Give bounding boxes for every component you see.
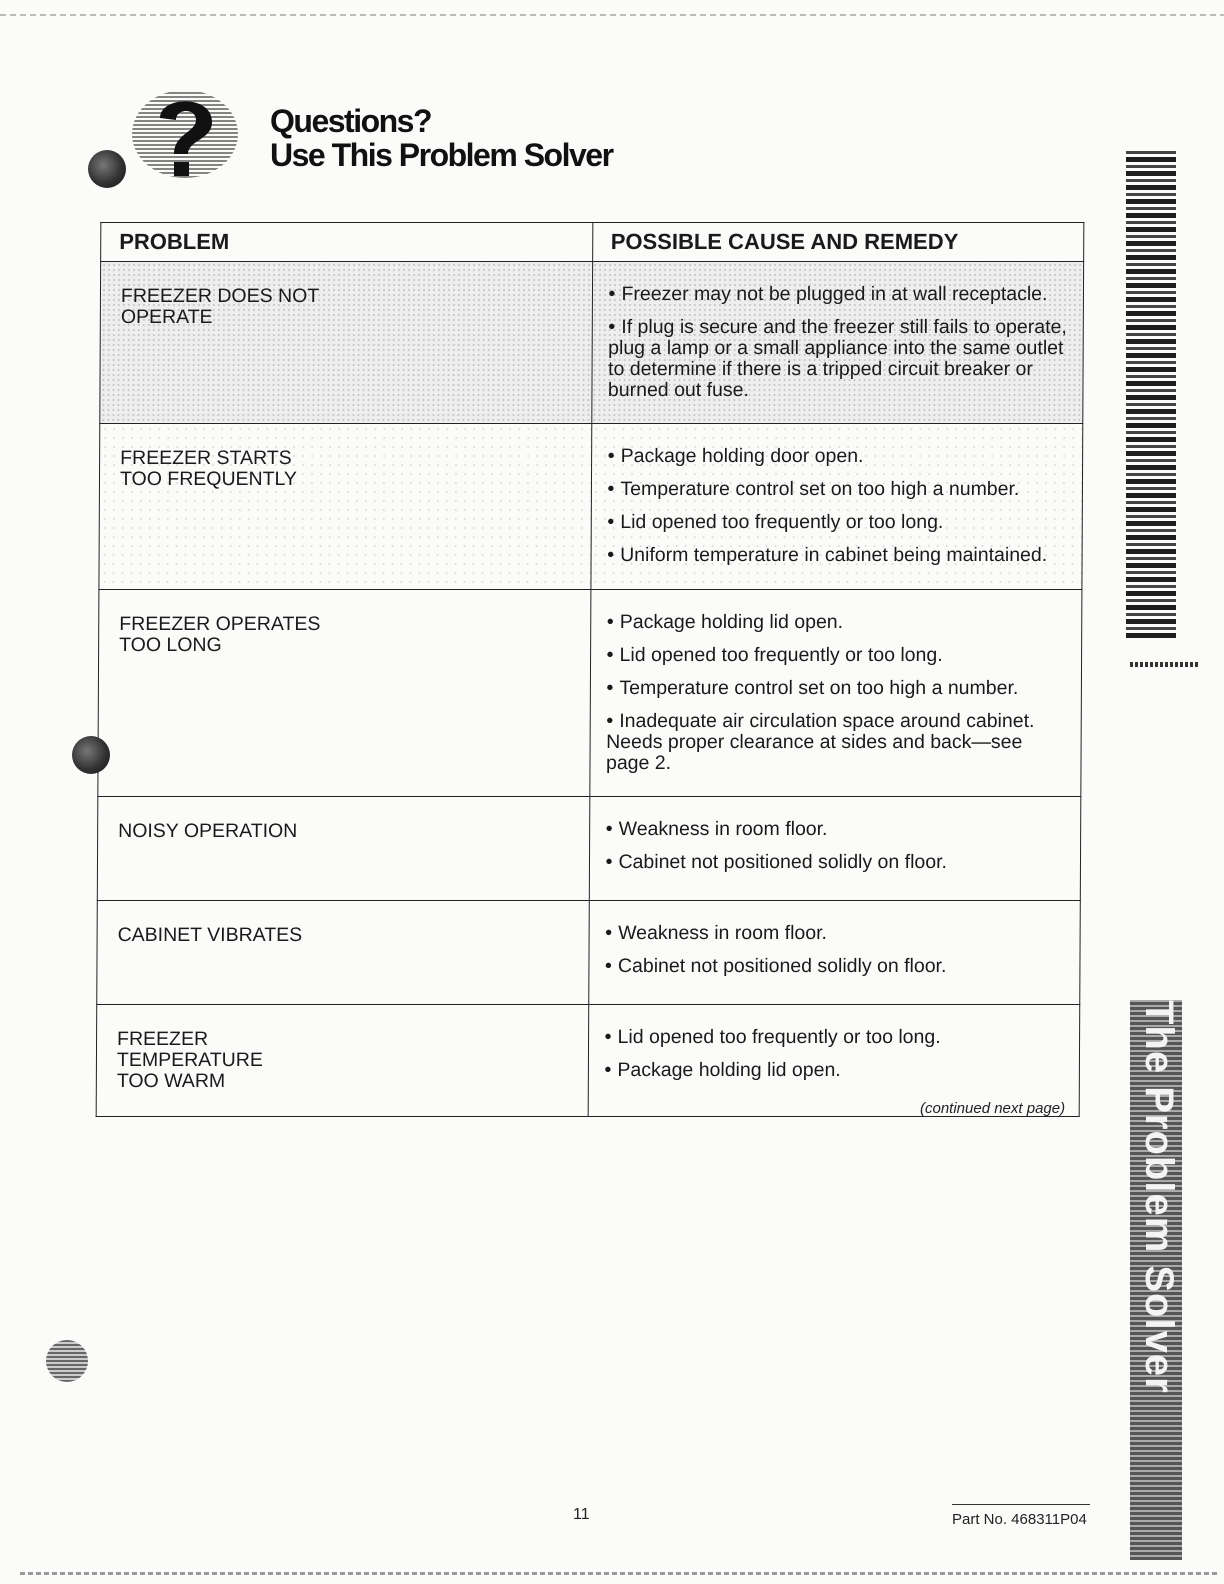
remedy-item: • Inadequate air circulation space around cabinet. Needs proper clearance at sides and back—see page 2. — [606, 711, 1067, 774]
problem-label: NOISY OPERATION — [118, 820, 298, 842]
remedy-item: • Temperature control set on too high a number. — [607, 479, 1068, 500]
remedy-cell — [589, 797, 1081, 901]
table-row — [100, 262, 1084, 424]
punch-hole-icon — [88, 150, 126, 188]
remedy-cell — [591, 262, 1083, 424]
problem-label: FREEZER STARTS TOO FREQUENTLY — [119, 447, 298, 490]
remedy-cell — [588, 901, 1080, 1005]
problem-solver-table — [96, 222, 1085, 1117]
problem-cell — [96, 1005, 588, 1117]
table-header-row — [101, 223, 1084, 262]
problem-cell — [97, 901, 589, 1005]
remedy-item: • Weakness in room floor. — [605, 923, 1066, 944]
problem-cell — [97, 797, 589, 901]
problem-label: FREEZER DOES NOT OPERATE — [120, 285, 320, 328]
remedy-item: • Lid opened too frequently or too long. — [605, 1027, 1066, 1048]
column-header-problem: PROBLEM — [101, 223, 593, 262]
punch-hole-icon — [72, 736, 110, 774]
remedy-item: • Cabinet not positioned solidly on floor. — [605, 956, 1066, 977]
problem-label: FREEZER TEMPERATURE TOO WARM — [116, 1028, 263, 1092]
side-tab-upper — [1126, 148, 1176, 638]
problem-cell — [100, 262, 592, 424]
table-row — [97, 901, 1081, 1005]
remedy-item: • Freezer may not be plugged in at wall receptacle. — [608, 284, 1069, 305]
remedy-cell — [590, 424, 1082, 590]
remedy-item: • Package holding door open. — [608, 446, 1069, 467]
table-row — [97, 797, 1081, 901]
page-number: 11 — [573, 1506, 590, 1523]
remedy-item: • If plug is secure and the freezer still fails to operate, plug a lamp or a small appliance into the same outlet to determine if there is a tripped circuit breaker or burned out fuse. — [608, 317, 1069, 401]
remedy-item: • Package holding lid open. — [607, 612, 1068, 633]
continued-note: (continued next page) — [920, 1100, 1066, 1117]
problem-cell — [98, 590, 591, 797]
remedy-item: • Cabinet not positioned solidly on floor. — [605, 852, 1066, 873]
remedy-item: • Lid opened too frequently or too long. — [607, 512, 1068, 533]
remedy-cell — [589, 590, 1082, 797]
remedy-item: • Temperature control set on too high a number. — [606, 678, 1067, 699]
page-title-line-1: Questions? — [270, 103, 432, 139]
punch-hole-icon — [46, 1340, 88, 1382]
remedy-item: • Lid opened too frequently or too long. — [607, 645, 1068, 666]
side-tab-label: The Problem Solver — [1137, 1000, 1181, 1394]
top-edge-rule — [0, 14, 1224, 16]
table-row — [99, 424, 1083, 590]
table-row — [98, 590, 1082, 797]
part-number-rule — [952, 1504, 1090, 1505]
problem-cell — [99, 424, 591, 590]
remedy-item: • Uniform temperature in cabinet being maintained. — [607, 545, 1068, 566]
page-title-line-2: Use This Problem Solver — [270, 137, 613, 173]
side-tab-strip — [1130, 662, 1198, 667]
remedy-item: • Package holding lid open. — [604, 1060, 1065, 1081]
part-number: Part No. 468311P04 — [952, 1511, 1087, 1528]
remedy-item: • Weakness in room floor. — [606, 819, 1067, 840]
problem-label: CABINET VIBRATES — [117, 924, 303, 946]
problem-label: FREEZER OPERATES TOO LONG — [119, 613, 321, 656]
bottom-edge-rule — [20, 1572, 1220, 1575]
column-header-remedy: POSSIBLE CAUSE AND REMEDY — [592, 223, 1084, 262]
